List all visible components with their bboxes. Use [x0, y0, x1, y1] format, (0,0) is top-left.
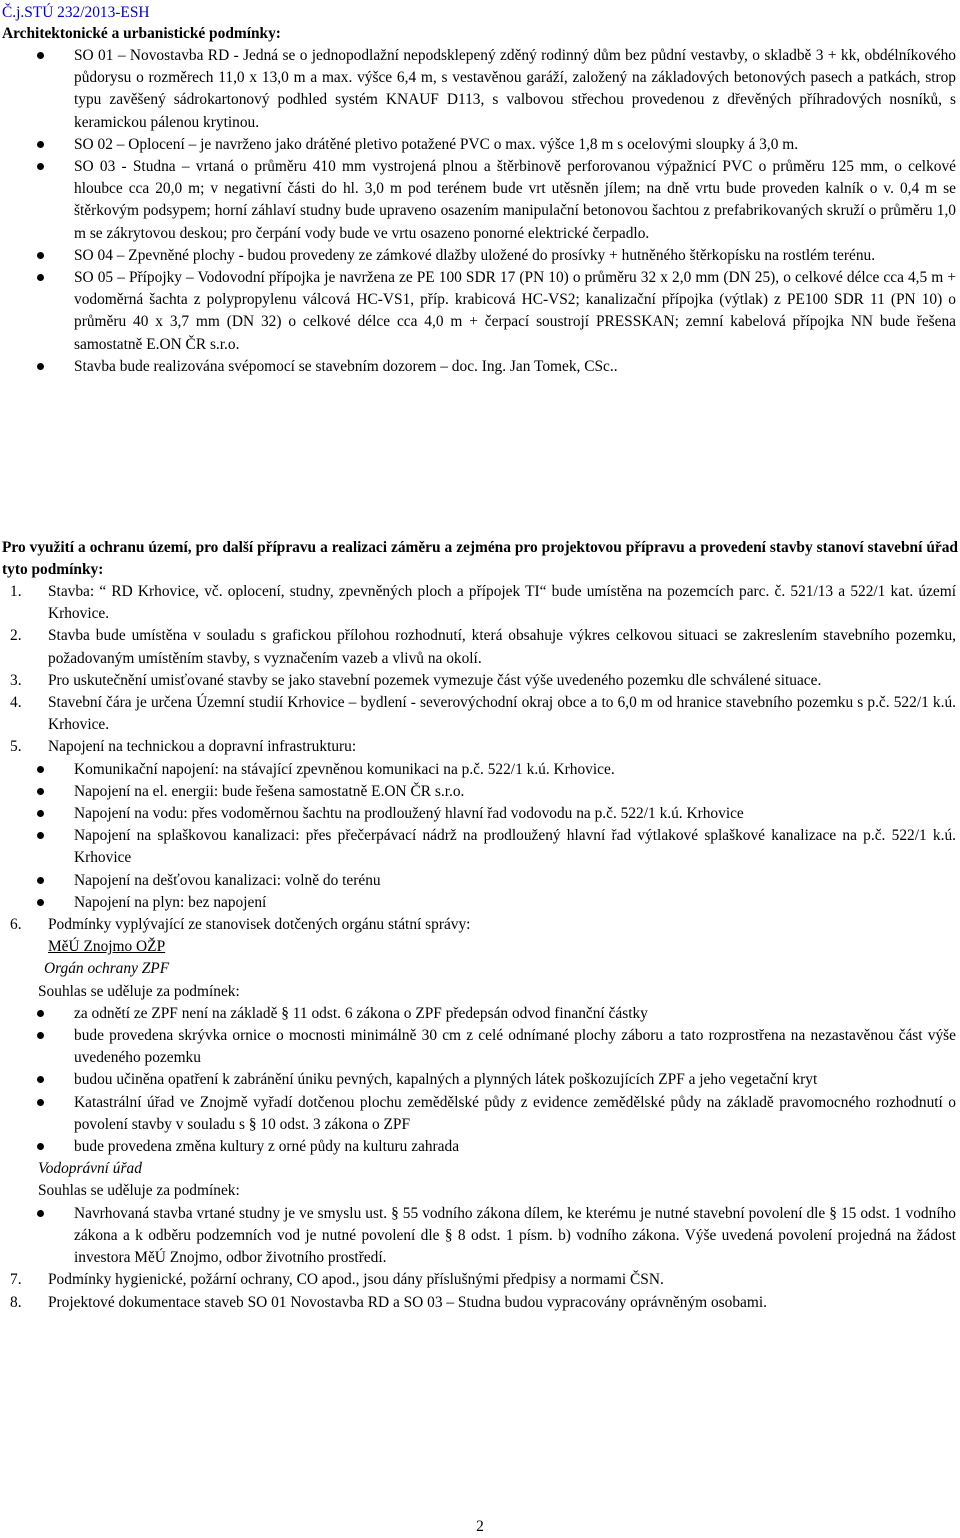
reference-link[interactable]: Č.j.STÚ 232/2013-ESH [2, 4, 150, 21]
list-item: Katastrální úřad ve Znojmě vyřadí dotčenou plochu zemědělské půdy z evidence zemědělské půdy na základě pravomocného rozhodnutí o povolení stavby v souladu s § 10 odst. 3 zákona o ZPF [0, 1092, 960, 1136]
list-item: Navrhovaná stavba vrtané studny je ve smyslu ust. § 55 vodního zákona dílem, ke kterému je nutné stavební povolení dle § 15 odst. 1 vodního zákona a k odběru podzemních vod je nutné povolení dle § 8 odst. 1 písm. b) vodního zákona. Výše uvedená povolení projedná na žádost investora MěÚ Znojmo, odbor životního prostředí. [0, 1203, 960, 1270]
list-item: Napojení na plyn: bez napojení [0, 892, 960, 914]
list-item: Komunikační napojení: na stávající zpevněnou komunikaci na p.č. 522/1 k.ú. Krhovice. [0, 759, 960, 781]
condition-text: Pro uskutečnění umisťované stavby se jako stavební pozemek vymezuje část výše uvedeného pozemku dle schválené situace. [48, 671, 822, 689]
conditions-list [0, 581, 960, 1314]
condition-6: 6. Podmínky vyplývající ze stanovisek dotčených orgánu státní správy: [10, 916, 471, 934]
list-item: SO 05 – Přípojky – Vodovodní přípojka je navržena ze PE 100 SDR 17 (PN 10) o průměru 32 x 2,0 mm (DN 25), o celkové délce cca 4,5 m + vodoměrná šachta z polypropylenu válcová HC-VS1, příp. krabicová HC-VS2; kanalizační přípojka (výtlak) z PE100 SDR 11 (PN 10) o průměru 40 x 3,7 mm (DN 32) o celkové délce cca 4,0 m + čerpací soustrojí PRESSKAN; zemní kabelová přípojka NN bude řešena samostatně E.ON ČR s.r.o. [0, 267, 960, 356]
zpf-heading: Orgán ochrany ZPF [44, 960, 170, 978]
list-item: SO 02 – Oplocení – je navrženo jako drátěné pletivo potažené PVC o max. výšce 1,8 m s ocelovými sloupky á 3,0 m. [0, 134, 960, 156]
condition-text: Podmínky vyplývající ze stanovisek dotčených orgánu státní správy: [48, 916, 471, 934]
condition-text: Stavba bude umístěna v souladu s grafickou přílohou rozhodnutí, která obsahuje výkres celkovou situaci se zakreslením stavebního pozemku, požadovaným umístěním stavby, s vyznačením vazeb a vlivů na okolí. [48, 627, 956, 667]
condition-text: Projektové dokumentace staveb SO 01 Novostavba RD a SO 03 – Studna budou vypracovány oprávněným osobami. [48, 1293, 767, 1311]
list-item: SO 04 – Zpevněné plochy - budou provedeny ze zámkové dlažby uložené do prosívky + hutněného štěrkopísku na rostlém terénu. [0, 245, 960, 267]
condition-3: 3. Pro uskutečnění umisťované stavby se jako stavební pozemek vymezuje část výše uvedeného pozemku dle schválené situace. [10, 671, 822, 689]
list-item: Napojení na splaškovou kanalizaci: přes přečerpávací nádrž na prodloužený hlavní řad výtlakové splaškové kanalizace na p.č. 522/1 k.ú. Krhovice [0, 825, 960, 869]
list-item: Napojení na el. energii: bude řešena samostatně E.ON ČR s.r.o. [0, 781, 960, 803]
condition-2: 2. Stavba bude umístěna v souladu s grafickou přílohou rozhodnutí, která obsahuje výkres celkovou situaci se zakreslením stavebního pozemku, požadovaným umístěním stavby, s vyznačením vazeb a vlivů na okolí. [10, 627, 956, 667]
page-number: 2 [476, 1518, 484, 1535]
condition-7: 7. Podmínky hygienické, požární ochrany, CO apod., jsou dány příslušnými předpisy a normami ČSN. [10, 1271, 664, 1289]
list-item: Napojení na vodu: přes vodoměrnou šachtu na prodloužený hlavní řad vodovodu na p.č. 522/1 k.ú. Krhovice [0, 803, 960, 825]
condition-4: 4. Stavební čára je určena Územní studií Krhovice – bydlení - severovýchodní okraj obce a to 6,0 m od hranice stavebního pozemku s p.č. 522/1 k.ú. Krhovice. [10, 694, 956, 734]
arch-section-title: Architektonické a urbanistické podmínky: [2, 25, 281, 42]
condition-text: Podmínky hygienické, požární ochrany, CO apod., jsou dány příslušnými předpisy a normami ČSN. [48, 1271, 664, 1289]
list-item: Napojení na dešťovou kanalizaci: volně do terénu [0, 870, 960, 892]
condition-1: 1. Stavba: “ RD Krhovice, vč. oplocení, studny, zpevněných ploch a přípojek TI“ bude umístěna na pozemcích parc. č. 521/13 a 522/1 kat. území Krhovice. [10, 583, 956, 623]
list-item: bude provedena změna kultury z orné půdy na kulturu zahrada [0, 1136, 960, 1158]
zpf-consent: Souhlas se uděluje za podmínek: [38, 982, 240, 1000]
condition-5: 5. Napojení na technickou a dopravní infrastrukturu: [10, 738, 357, 756]
authority-name: MěÚ Znojmo OŽP [48, 938, 166, 956]
list-item: budou učiněna opatření k zabránění úniku pevných, kapalných a plynných látek poškozujících ZPF a jeho vegetační kryt [0, 1069, 960, 1091]
list-item: za odnětí ze ZPF není na základě § 11 odst. 6 zákona o ZPF předepsán odvod finanční částky [0, 1003, 960, 1025]
condition-8: 8. Projektové dokumentace staveb SO 01 Novostavba RD a SO 03 – Studna budou vypracovány oprávněným osobami. [10, 1293, 767, 1311]
conditions-title: Pro využití a ochranu území, pro další přípravu a realizaci záměru a zejména pro projektovou přípravu a provedení stavby stanoví stavební úřad tyto podmínky: [2, 539, 958, 579]
list-item: Stavba bude realizována svépomocí se stavebním dozorem – doc. Ing. Jan Tomek, CSc.. [0, 356, 960, 378]
water-heading: Vodoprávní úřad [38, 1160, 142, 1178]
condition-text: Stavební čára je určena Územní studií Krhovice – bydlení - severovýchodní okraj obce a to 6,0 m od hranice stavebního pozemku s p.č. 522/1 k.ú. Krhovice. [48, 694, 956, 734]
list-item: bude provedena skrývka ornice o mocnosti minimálně 30 cm z celé odnímané plochy záboru a tato rozprostřena na nezastavěnou část výše uvedeného pozemku [0, 1025, 960, 1069]
water-consent: Souhlas se uděluje za podmínek: [38, 1182, 240, 1200]
list-item: SO 01 – Novostavba RD - Jedná se o jednopodlažní nepodsklepený zděný rodinný dům bez půdní vestavby, o skladbě 3 + kk, obdélníkového půdorysu o rozměrech 11,0 x 13,0 m a max. výšce 6,4 m, s vestavěnou garáží, založený na základových betonových pasech a patkách, strop typu zavěšený sádrokartonový podhled systém KNAUF D113, s valbovou střechou provedenou z dřevěných příhradových nosníků, s keramickou pálenou krytinou. [0, 45, 960, 134]
arch-list [0, 45, 960, 378]
reference-number [2, 3, 150, 23]
condition-text: Stavba: “ RD Krhovice, vč. oplocení, studny, zpevněných ploch a přípojek TI“ bude umístěna na pozemcích parc. č. 521/13 a 522/1 kat. území Krhovice. [48, 583, 956, 623]
condition-text: Napojení na technickou a dopravní infrastrukturu: [48, 738, 357, 756]
list-item: SO 03 - Studna – vrtaná o průměru 410 mm vystrojená plnou a štěrbinově perforovanou výpažnicí PVC o průměru 125 mm, o celkové hloubce cca 20,0 m; v negativní části do hl. 3,0 m pod terénem bude vrt utěsněn jílem; na dně vrtu bude proveden kalník o v. 0,4 m se štěrkovým podsypem; horní záhlaví studny bude upraveno osazením manipulační betonovou šachtou z prefabrikovaných skruží o průměru 1,0 m se zákrytovou deskou; pro čerpání vody bude ve vrtu osazeno ponorné elektrické čerpadlo. [0, 156, 960, 245]
